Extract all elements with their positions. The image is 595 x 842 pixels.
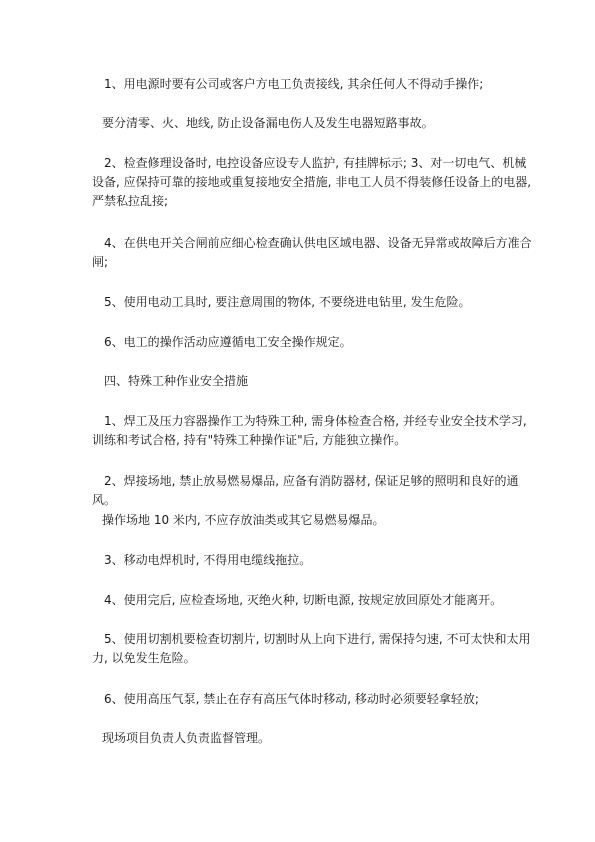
paragraph-after-use: 4、使用完后, 应检查场地, 灭绝火种, 切断电源, 按规定放回原处才能离开。 xyxy=(104,593,503,607)
paragraph-welding-site: 2、焊接场地, 禁止放易燃易爆品, 应备有消防器材, 保证足够的照明和良好的通风。 xyxy=(92,474,519,507)
paragraph-equipment-repair: 2、检查修理设备时, 电控设备应设专人监护, 有挂牌标示; 3、对一切电气、机械设备, 应保持可靠的接地或重复接地安全措施, 非电工人员不得装修任设备上的电器, 严禁私拉乱接; xyxy=(92,156,532,208)
paragraph-supervision: 现场项目负责人负责监督管理。 xyxy=(102,731,271,745)
paragraph-air-pump: 6、使用高压气泵, 禁止在存有高压气体时移动, 移动时必须要轻拿轻放; xyxy=(104,692,479,706)
section-heading-special-trades: 四、特殊工种作业安全措施 xyxy=(104,374,249,388)
paragraph-ground-wires: 要分清零、火、地线, 防止设备漏电伤人及发生电器短路事故。 xyxy=(102,116,434,130)
paragraph-power-tools: 5、使用电动工具时, 要注意周围的物体, 不要绕进电钻里, 发生危险。 xyxy=(104,295,471,309)
paragraph-flammables-distance: 操作场地 10 米内, 不应存放油类或其它易燃易爆品。 xyxy=(102,513,385,527)
paragraph-electric-wiring: 1、用电源时要有公司或客户方电工负责接线, 其余任何人不得动手操作; xyxy=(104,77,484,91)
paragraph-moving-welder: 3、移动电焊机时, 不得用电缆线拖拉。 xyxy=(104,553,312,567)
paragraph-welder-certification: 1、焊工及压力容器操作工为特殊工种, 需身体检查合格, 并经专业安全技术学习, 训练和考试合格, 持有"特殊工种操作证"后, 方能独立操作。 xyxy=(92,414,527,447)
paragraph-electrician-rules: 6、电工的操作活动应遵循电工安全操作规定。 xyxy=(104,335,352,349)
paragraph-cutting-machine: 5、使用切割机要检查切割片, 切割时从上向下进行, 需保持匀速, 不可太快和太用力, 以免发生危险。 xyxy=(92,632,531,665)
paragraph-switch-closing: 4、在供电开关合闸前应细心检查确认供电区域电器、设备无异常或故障后方准合闸; xyxy=(92,236,532,269)
